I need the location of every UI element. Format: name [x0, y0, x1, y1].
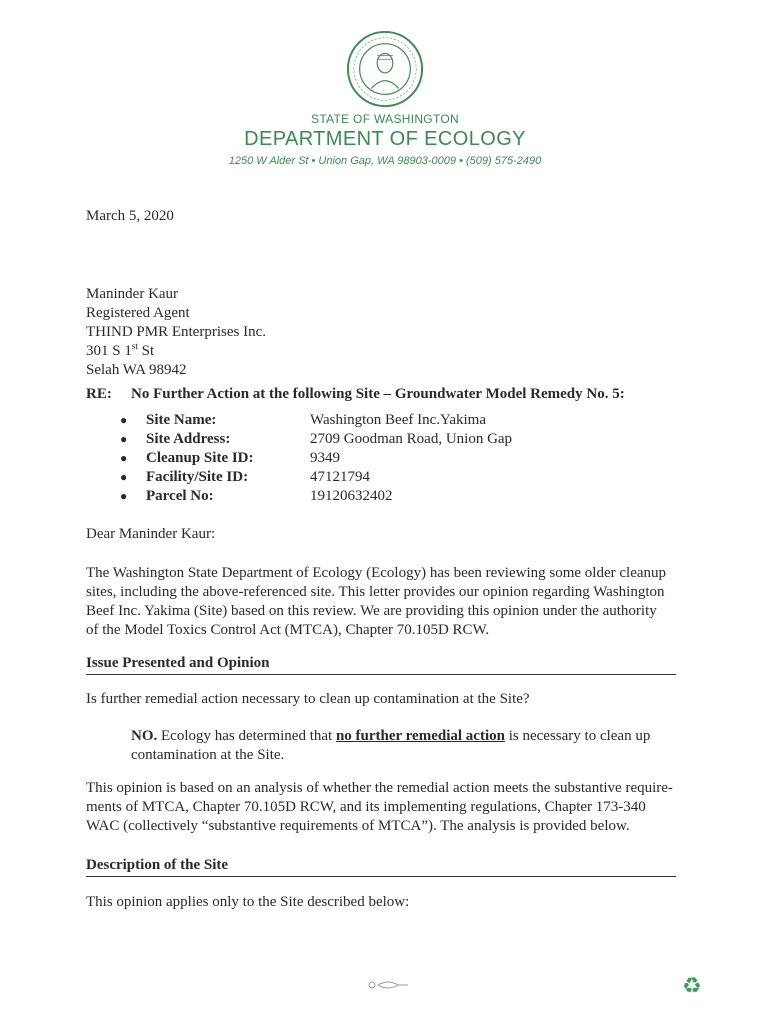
- opinion-answer: NO. Ecology has determined that no further remedial action is necessary to clean up contamination at the Site.: [131, 728, 651, 763]
- letterhead-address: 1250 W Alder St • Union Gap, WA 98903-0009 • (509) 575-2490: [228, 155, 542, 167]
- list-item: ● Facility/Site ID: 47121794: [120, 469, 370, 485]
- salutation: Dear Maninder Kaur:: [86, 526, 216, 542]
- section-heading-issue: Issue Presented and Opinion: [86, 654, 676, 675]
- letterhead-state: STATE OF WASHINGTON: [311, 112, 459, 126]
- recipient-company: THIND PMR Enterprises Inc.: [86, 324, 266, 340]
- section-heading-site: Description of the Site: [86, 856, 676, 877]
- bullet-icon: ●: [120, 432, 128, 446]
- bullet-icon: ●: [120, 451, 128, 465]
- bullet-icon: ●: [120, 413, 128, 427]
- intro-paragraph: The Washington State Department of Ecology (Ecology) has been reviewing some older cleanup sites, including the above-referenced site. This letter provides our opinion regarding Washington Beef Inc. Yakima (Site) based on this review. We are providing this opinion under the authority of the Model Toxics Control Act (MTCA), Chapter 70.105D RCW.: [86, 565, 667, 638]
- list-item: ● Parcel No: 19120632402: [120, 488, 393, 504]
- recipient-address-block: [86, 285, 266, 380]
- bullet-icon: ●: [120, 470, 128, 484]
- letter-date: March 5, 2020: [86, 208, 174, 224]
- recycle-icon: ♻: [682, 974, 702, 999]
- re-label: RE:: [86, 386, 112, 402]
- site-description-text: This opinion applies only to the Site described below:: [86, 894, 410, 910]
- bullet-icon: ●: [120, 489, 128, 503]
- recipient-city: Selah WA 98942: [86, 362, 187, 378]
- re-title: No Further Action at the following Site – Groundwater Model Remedy No. 5:: [131, 386, 625, 402]
- recipient-name: Maninder Kaur: [86, 286, 179, 302]
- washington-state-seal-icon: [346, 30, 424, 108]
- basis-paragraph: This opinion is based on an analysis of whether the remedial action meets the substantive require- ments of MTCA, Chapter 70.105D RCW, and its implementing regulations, Chapter 173-340 WAC (collectively “substantive requirements of MTCA”). The analysis is provided below.: [86, 780, 673, 834]
- site-details-list: [120, 411, 640, 506]
- list-item: ● Site Address: 2709 Goodman Road, Union Gap: [120, 431, 513, 447]
- question-text: Is further remedial action necessary to clean up contamination at the Site?: [86, 691, 530, 707]
- letterhead-department: DEPARTMENT OF ECOLOGY: [244, 128, 526, 150]
- recipient-title: Registered Agent: [86, 305, 190, 321]
- list-item: ● Site Name: Washington Beef Inc.Yakima: [120, 412, 486, 428]
- ecology-footer-logo-icon: [366, 978, 410, 992]
- list-item: ● Cleanup Site ID: 9349: [120, 450, 340, 466]
- recipient-street: 301 S 1st St: [86, 341, 155, 359]
